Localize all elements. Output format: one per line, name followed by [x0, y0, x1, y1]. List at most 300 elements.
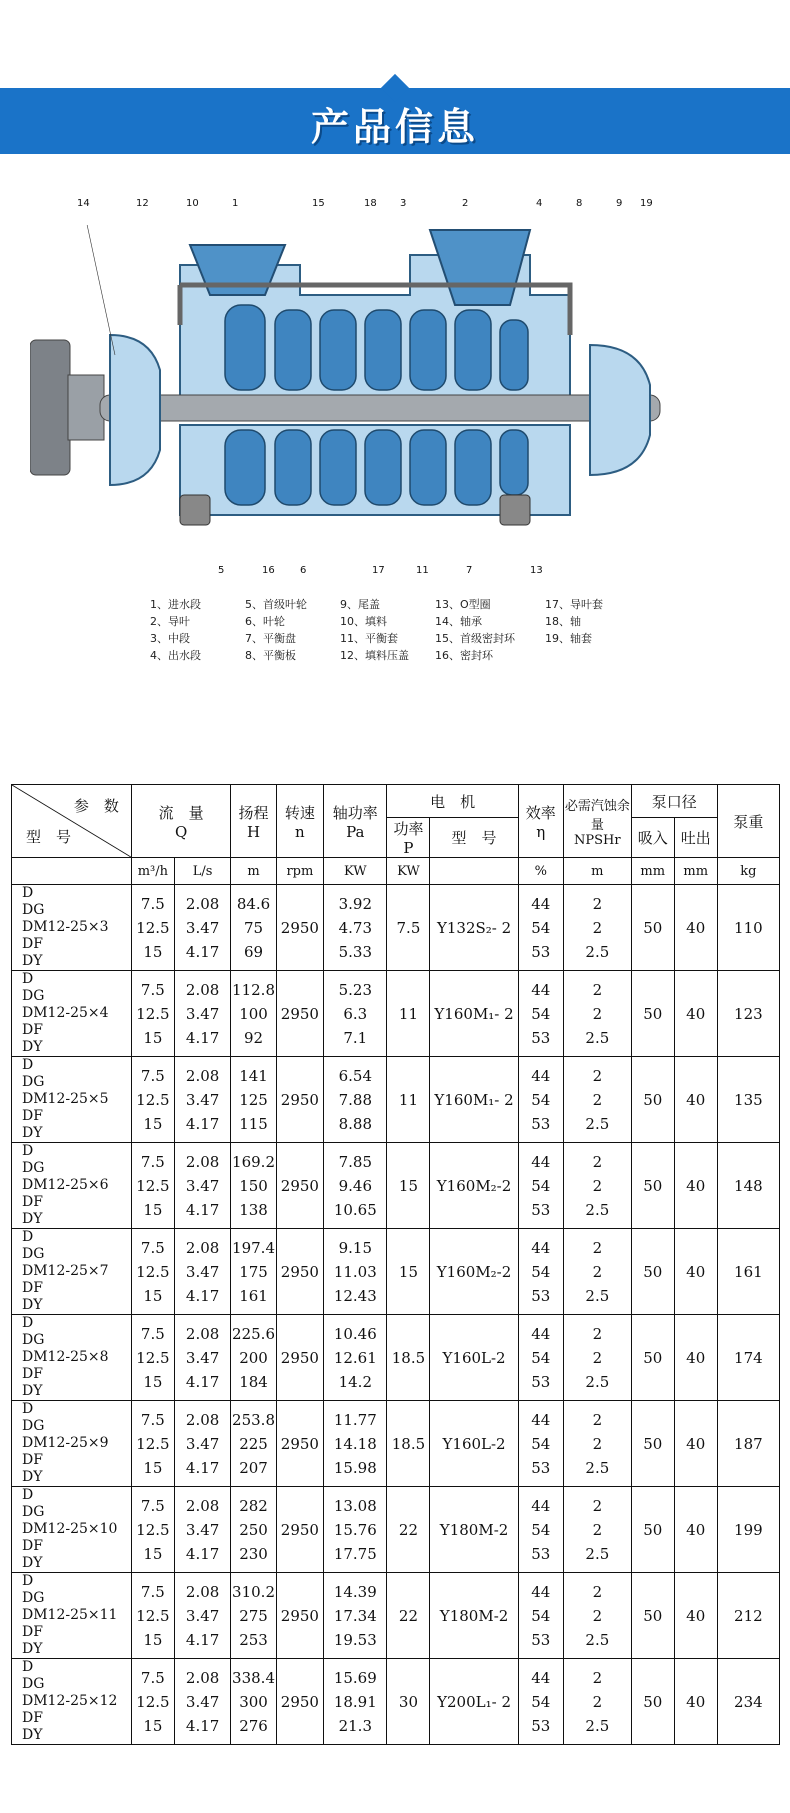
- value: 6.54: [338, 1066, 372, 1085]
- motor-model-cell: Y132S₂- 2: [430, 885, 518, 971]
- value: 15: [143, 1200, 163, 1219]
- legend-item: 7、平衡盘: [245, 632, 296, 645]
- value: 5.33: [338, 942, 372, 961]
- value: 10.46: [333, 1324, 377, 1343]
- value: 15: [143, 942, 163, 961]
- model-line: DM12-25×3: [22, 919, 109, 935]
- weight-cell: 135: [717, 1057, 779, 1143]
- model-line: DG: [22, 1504, 45, 1520]
- value: 2: [592, 1496, 603, 1515]
- motor-model-cell: Y160M₂-2: [430, 1229, 518, 1315]
- legend-item: 19、轴套: [545, 632, 592, 645]
- value: 2: [592, 1606, 603, 1625]
- diag-top-label: 参 数: [73, 797, 119, 815]
- weight-cell: 212: [717, 1573, 779, 1659]
- value: 15.76: [333, 1520, 377, 1539]
- callout: 4: [536, 198, 543, 209]
- value: 3.47: [185, 1090, 220, 1109]
- model-cell: [12, 971, 132, 1057]
- value: 2.5: [585, 1372, 610, 1391]
- model-line: DY: [22, 1211, 43, 1227]
- value: 44: [531, 1152, 551, 1171]
- motor-power-cell: 30: [387, 1659, 430, 1745]
- value: 12.5: [136, 1348, 170, 1367]
- value: 2: [592, 918, 603, 937]
- value: 2: [592, 1152, 603, 1171]
- value: 12.5: [136, 1090, 170, 1109]
- unit-cell: [12, 858, 132, 885]
- value: 12.5: [136, 1606, 170, 1625]
- value: 53: [531, 1630, 551, 1649]
- model-cell: [12, 1573, 132, 1659]
- callout: 8: [576, 198, 583, 209]
- value: 17.75: [333, 1544, 377, 1563]
- motor-model-cell: Y180M-2: [430, 1487, 518, 1573]
- table-row: [12, 1315, 780, 1401]
- value: 2: [592, 1348, 603, 1367]
- head-cell: [231, 885, 276, 971]
- flow-ls-cell: [174, 1057, 231, 1143]
- value: 54: [531, 1090, 551, 1109]
- flow-ls-cell: [174, 1659, 231, 1745]
- shaft-power-symbol: Pa: [346, 822, 365, 841]
- callout: 16: [262, 565, 275, 576]
- value: 2.08: [185, 1668, 220, 1687]
- legend-item: 9、尾盖: [340, 598, 380, 611]
- model-line: D: [22, 971, 34, 987]
- value: 7.5: [140, 894, 165, 913]
- npsh-cell: [563, 1143, 631, 1229]
- value: 54: [531, 1004, 551, 1023]
- port-in-cell: 50: [631, 1229, 674, 1315]
- shaft-power-cell: [324, 1573, 387, 1659]
- shaft-power-cell: [324, 1143, 387, 1229]
- value: 2.08: [185, 1410, 220, 1429]
- motor-model-cell: Y160M₁- 2: [430, 971, 518, 1057]
- speed-cell: 2950: [276, 1229, 324, 1315]
- flow-m3h-cell: [131, 1057, 174, 1143]
- value: 2.08: [185, 894, 220, 913]
- value: 15.98: [333, 1458, 377, 1477]
- value: 53: [531, 1200, 551, 1219]
- flow-ls-cell: [174, 1487, 231, 1573]
- model-line: D: [22, 1573, 34, 1589]
- table-row: [12, 1401, 780, 1487]
- value: 44: [531, 894, 551, 913]
- model-line: DG: [22, 1676, 45, 1692]
- value: 276: [239, 1716, 268, 1735]
- legend-item: 11、平衡套: [340, 632, 398, 645]
- speed-cell: 2950: [276, 1401, 324, 1487]
- value: 2.5: [585, 1286, 610, 1305]
- model-line: DG: [22, 988, 45, 1004]
- head-cell: [231, 1229, 276, 1315]
- model-line: DG: [22, 1074, 45, 1090]
- value: 44: [531, 1324, 551, 1343]
- value: 7.5: [140, 1496, 165, 1515]
- value: 2.08: [185, 1152, 220, 1171]
- model-line: DM12-25×8: [22, 1349, 109, 1365]
- value: 92: [243, 1028, 264, 1047]
- value: 53: [531, 942, 551, 961]
- value: 100: [239, 1004, 268, 1023]
- model-line: DF: [22, 1624, 43, 1640]
- model-line: DG: [22, 902, 45, 918]
- value: 18.91: [333, 1692, 377, 1711]
- npsh-cell: [563, 1315, 631, 1401]
- port-out-cell: 40: [674, 1573, 717, 1659]
- callout: 19: [640, 198, 653, 209]
- port-in-cell: 50: [631, 1401, 674, 1487]
- value: 3.47: [185, 1176, 220, 1195]
- value: 3.47: [185, 1348, 220, 1367]
- flow-ls-cell: [174, 885, 231, 971]
- value: 2: [592, 1582, 603, 1601]
- model-cell: [12, 1401, 132, 1487]
- model-cell: [12, 1057, 132, 1143]
- diagram-callouts-top: [0, 198, 790, 212]
- value: 12.5: [136, 1262, 170, 1281]
- unit-cell: mm: [674, 858, 717, 885]
- efficiency-header: [518, 785, 563, 858]
- value: 4.17: [185, 1286, 220, 1305]
- model-line: D: [22, 1401, 34, 1417]
- value: 4.17: [185, 1458, 220, 1477]
- value: 53: [531, 1458, 551, 1477]
- npsh-cell: [563, 971, 631, 1057]
- npsh-header: [563, 785, 631, 858]
- port-in-cell: 50: [631, 1487, 674, 1573]
- model-line: DG: [22, 1332, 45, 1348]
- head-cell: [231, 1573, 276, 1659]
- model-cell: [12, 1659, 132, 1745]
- unit-cell: rpm: [276, 858, 324, 885]
- head-cell: [231, 1143, 276, 1229]
- port-out-cell: 40: [674, 1487, 717, 1573]
- value: 53: [531, 1544, 551, 1563]
- value: 7.5: [140, 1238, 165, 1257]
- efficiency-cell: [518, 885, 563, 971]
- weight-cell: 234: [717, 1659, 779, 1745]
- head-header: [231, 785, 276, 858]
- value: 12.5: [136, 1004, 170, 1023]
- value: 141: [239, 1066, 268, 1085]
- value: 54: [531, 1520, 551, 1539]
- section-title: 产品信息: [310, 105, 479, 149]
- value: 44: [531, 980, 551, 999]
- value: 2: [592, 1520, 603, 1539]
- value: 253.8: [232, 1410, 275, 1429]
- value: 8.88: [338, 1114, 372, 1133]
- shaft-power-cell: [324, 1315, 387, 1401]
- shaft-power-cell: [324, 1401, 387, 1487]
- value: 2: [592, 1692, 603, 1711]
- value: 225.6: [232, 1324, 275, 1343]
- value: 7.85: [338, 1152, 372, 1171]
- value: 53: [531, 1028, 551, 1047]
- value: 2.08: [185, 1496, 220, 1515]
- value: 44: [531, 1066, 551, 1085]
- value: 15: [143, 1114, 163, 1133]
- shaft-power-cell: [324, 1057, 387, 1143]
- unit-cell: m: [231, 858, 276, 885]
- legend-item: 13、O型圈: [435, 598, 491, 611]
- value: 11.03: [333, 1262, 377, 1281]
- model-line: DY: [22, 1469, 43, 1485]
- motor-power-cell: 11: [387, 1057, 430, 1143]
- table-row: [12, 1057, 780, 1143]
- flow-m3h-cell: [131, 1573, 174, 1659]
- value: 282: [239, 1496, 268, 1515]
- table-row: [12, 971, 780, 1057]
- flow-m3h-cell: [131, 1487, 174, 1573]
- callout: 17: [372, 565, 385, 576]
- model-line: DY: [22, 1125, 43, 1141]
- value: 15: [143, 1716, 163, 1735]
- speed-cell: 2950: [276, 1659, 324, 1745]
- efficiency-symbol: η: [536, 822, 546, 841]
- motor-header: 电 机: [387, 785, 518, 818]
- motor-power-cell: 22: [387, 1487, 430, 1573]
- value: 3.47: [185, 918, 220, 937]
- value: 338.4: [232, 1668, 275, 1687]
- efficiency-cell: [518, 1401, 563, 1487]
- table-row: [12, 1573, 780, 1659]
- model-line: D: [22, 1229, 34, 1245]
- legend-item: 6、叶轮: [245, 615, 285, 628]
- value: 2: [592, 1238, 603, 1257]
- model-line: D: [22, 1315, 34, 1331]
- weight-cell: 187: [717, 1401, 779, 1487]
- flow-ls-cell: [174, 1229, 231, 1315]
- legend-item: 12、填料压盖: [340, 649, 409, 662]
- value: 53: [531, 1286, 551, 1305]
- legend-item: 3、中段: [150, 632, 190, 645]
- speed-cell: 2950: [276, 1315, 324, 1401]
- model-line: DF: [22, 1710, 43, 1726]
- model-cell: [12, 1143, 132, 1229]
- value: 75: [243, 918, 264, 937]
- model-line: DF: [22, 1452, 43, 1468]
- value: 2.5: [585, 942, 610, 961]
- value: 2: [592, 1668, 603, 1687]
- value: 225: [239, 1434, 268, 1453]
- motor-power-header: [387, 818, 430, 858]
- value: 7.5: [140, 1410, 165, 1429]
- motor-model-cell: Y160M₁- 2: [430, 1057, 518, 1143]
- value: 3.92: [338, 894, 372, 913]
- legend-item: 1、进水段: [150, 598, 201, 611]
- motor-model-cell: Y160L-2: [430, 1315, 518, 1401]
- legend-item: 4、出水段: [150, 649, 201, 662]
- value: 44: [531, 1410, 551, 1429]
- efficiency-cell: [518, 1573, 563, 1659]
- motor-power-symbol: P: [403, 839, 414, 857]
- value: 2.08: [185, 1324, 220, 1343]
- value: 175: [239, 1262, 268, 1281]
- npsh-cell: [563, 1229, 631, 1315]
- legend-item: 10、填料: [340, 615, 387, 628]
- value: 15.69: [333, 1668, 377, 1687]
- table-row: [12, 1659, 780, 1745]
- port-out-header: 吐出: [674, 818, 717, 858]
- weight-cell: 123: [717, 971, 779, 1057]
- value: 12.5: [136, 1692, 170, 1711]
- shaft-power-label: 轴功率: [332, 803, 378, 822]
- value: 3.47: [185, 1692, 220, 1711]
- shaft-power-cell: [324, 885, 387, 971]
- callout: 10: [186, 198, 199, 209]
- speed-cell: 2950: [276, 885, 324, 971]
- legend-item: 2、导叶: [150, 615, 190, 628]
- value: 310.2: [232, 1582, 275, 1601]
- speed-cell: 2950: [276, 971, 324, 1057]
- unit-cell: %: [518, 858, 563, 885]
- legend-item: 17、导叶套: [545, 598, 603, 611]
- port-out-cell: 40: [674, 885, 717, 971]
- value: 21.3: [338, 1716, 372, 1735]
- table-header-row: [12, 785, 780, 818]
- motor-power-cell: 11: [387, 971, 430, 1057]
- motor-power-cell: 15: [387, 1229, 430, 1315]
- flow-m3h-cell: [131, 1401, 174, 1487]
- value: 84.6: [236, 894, 271, 913]
- head-label: 扬程: [238, 803, 269, 822]
- model-line: DM12-25×6: [22, 1177, 109, 1193]
- port-in-cell: 50: [631, 1573, 674, 1659]
- value: 44: [531, 1582, 551, 1601]
- value: 44: [531, 1668, 551, 1687]
- value: 2.5: [585, 1114, 610, 1133]
- efficiency-cell: [518, 1229, 563, 1315]
- npsh-cell: [563, 1659, 631, 1745]
- npsh-cell: [563, 1487, 631, 1573]
- model-cell: [12, 1315, 132, 1401]
- value: 10.65: [333, 1200, 377, 1219]
- shaft-power-cell: [324, 971, 387, 1057]
- unit-cell: KW: [387, 858, 430, 885]
- model-line: DM12-25×10: [22, 1521, 118, 1537]
- motor-model-cell: Y160M₂-2: [430, 1143, 518, 1229]
- value: 15: [143, 1028, 163, 1047]
- port-out-cell: 40: [674, 1401, 717, 1487]
- value: 54: [531, 1262, 551, 1281]
- port-out-cell: 40: [674, 1659, 717, 1745]
- flow-ls-cell: [174, 1315, 231, 1401]
- model-line: DF: [22, 1108, 43, 1124]
- table-row: [12, 1229, 780, 1315]
- npsh-cell: [563, 1573, 631, 1659]
- port-out-cell: 40: [674, 1315, 717, 1401]
- value: 115: [239, 1114, 268, 1133]
- value: 6.3: [343, 1004, 368, 1023]
- port-in-cell: 50: [631, 885, 674, 971]
- callout: 2: [462, 198, 469, 209]
- value: 2.08: [185, 980, 220, 999]
- motor-model-cell: Y160L-2: [430, 1401, 518, 1487]
- value: 14.39: [333, 1582, 377, 1601]
- port-in-cell: 50: [631, 1057, 674, 1143]
- npsh-label: 必需汽蚀余量: [564, 798, 630, 833]
- legend-item: 8、平衡板: [245, 649, 296, 662]
- value: 3.47: [185, 1262, 220, 1281]
- value: 3.47: [185, 1004, 220, 1023]
- value: 7.5: [140, 1152, 165, 1171]
- value: 2: [592, 1004, 603, 1023]
- value: 253: [239, 1630, 268, 1649]
- value: 169.2: [232, 1152, 275, 1171]
- port-out-cell: 40: [674, 1143, 717, 1229]
- value: 138: [239, 1200, 268, 1219]
- value: 230: [239, 1544, 268, 1563]
- unit-cell: mm: [631, 858, 674, 885]
- efficiency-cell: [518, 1057, 563, 1143]
- head-cell: [231, 1057, 276, 1143]
- head-cell: [231, 1487, 276, 1573]
- value: 200: [239, 1348, 268, 1367]
- unit-cell: m³/h: [131, 858, 174, 885]
- model-line: D: [22, 1143, 34, 1159]
- value: 2: [592, 1066, 603, 1085]
- value: 15: [143, 1286, 163, 1305]
- model-line: D: [22, 1487, 34, 1503]
- value: 12.5: [136, 1434, 170, 1453]
- value: 161: [239, 1286, 268, 1305]
- performance-table: [11, 784, 780, 1745]
- flow-ls-cell: [174, 1143, 231, 1229]
- model-line: DY: [22, 1039, 43, 1055]
- motor-power-cell: 15: [387, 1143, 430, 1229]
- value: 15: [143, 1372, 163, 1391]
- value: 2: [592, 1434, 603, 1453]
- diagram-callouts-bottom: [0, 565, 790, 579]
- motor-power-label: 功率: [393, 820, 424, 838]
- value: 9.46: [338, 1176, 372, 1195]
- table-row: [12, 1143, 780, 1229]
- value: 69: [243, 942, 264, 961]
- unit-cell: m: [563, 858, 631, 885]
- shaft-power-header: [324, 785, 387, 858]
- value: 4.17: [185, 1630, 220, 1649]
- model-line: DY: [22, 1555, 43, 1571]
- weight-cell: 148: [717, 1143, 779, 1229]
- value: 2: [592, 980, 603, 999]
- unit-cell: [430, 858, 518, 885]
- value: 2: [592, 1176, 603, 1195]
- callout: 11: [416, 565, 429, 576]
- npsh-cell: [563, 1057, 631, 1143]
- legend-item: 16、密封环: [435, 649, 493, 662]
- model-line: D: [22, 1057, 34, 1073]
- value: 44: [531, 1238, 551, 1257]
- value: 4.17: [185, 1716, 220, 1735]
- value: 54: [531, 1348, 551, 1367]
- model-line: DM12-25×11: [22, 1607, 118, 1623]
- legend-item: 15、首级密封环: [435, 632, 515, 645]
- model-line: DM12-25×12: [22, 1693, 118, 1709]
- value: 4.73: [338, 918, 372, 937]
- value: 112.8: [232, 980, 275, 999]
- model-line: DG: [22, 1590, 45, 1606]
- flow-label: 流 量: [158, 803, 204, 822]
- value: 2: [592, 1324, 603, 1343]
- flow-m3h-cell: [131, 1659, 174, 1745]
- value: 54: [531, 1606, 551, 1625]
- value: 53: [531, 1716, 551, 1735]
- port-out-cell: 40: [674, 971, 717, 1057]
- speed-cell: 2950: [276, 1143, 324, 1229]
- flow-symbol: Q: [174, 822, 188, 841]
